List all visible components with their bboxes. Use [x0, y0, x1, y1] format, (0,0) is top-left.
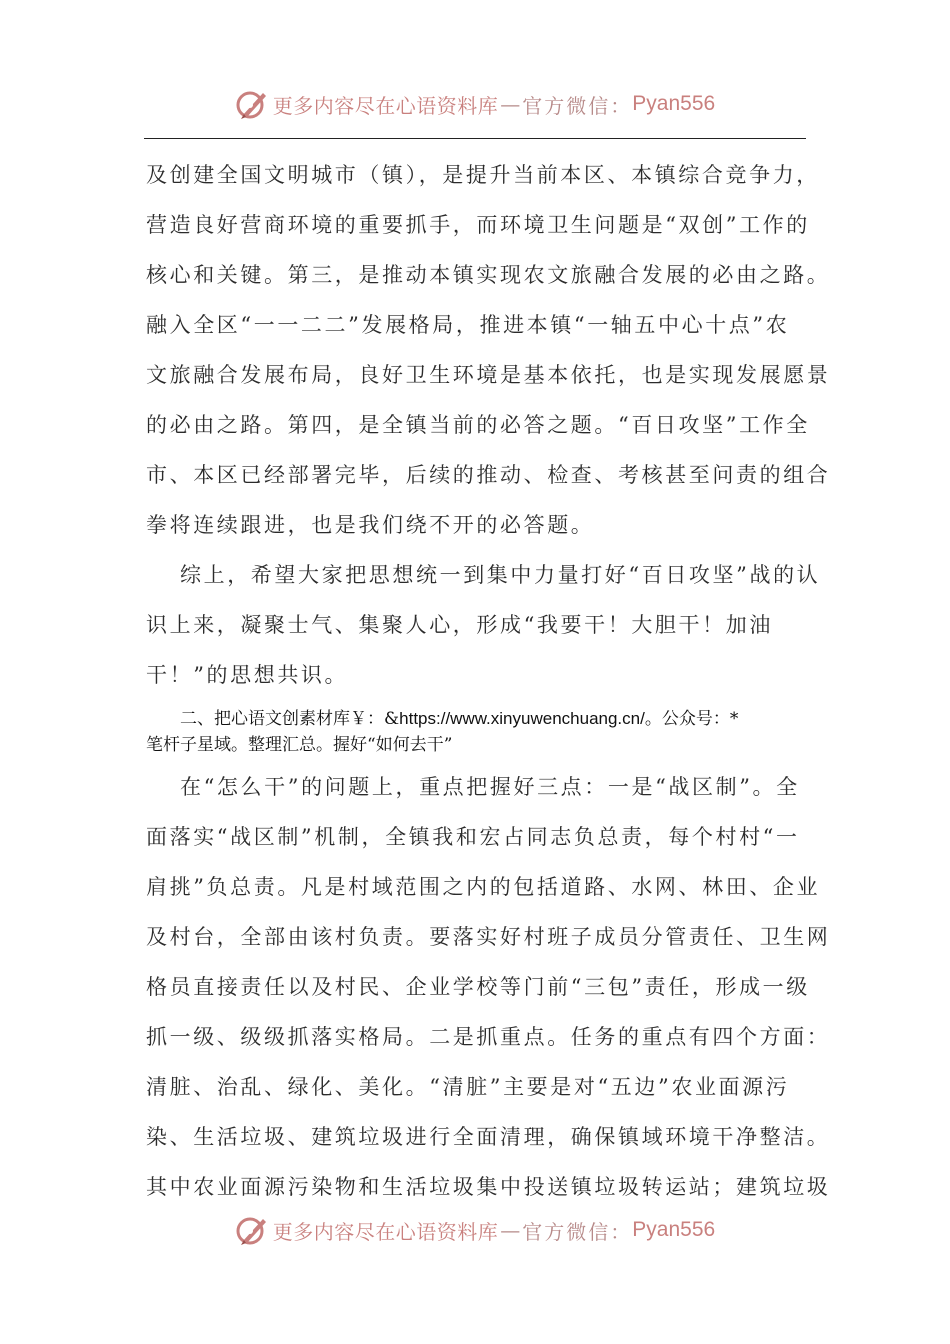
footer-banner: [0, 1208, 950, 1252]
paragraph-3: [146, 762, 831, 1212]
heading-url: https://www.xinyuwenchuang.cn/: [399, 709, 645, 728]
text-line: 文旅融合发展布局，良好卫生环境是基本依托，也是实现发展愿景: [146, 363, 831, 387]
pen-logo-icon: [235, 1213, 269, 1247]
paragraph-1: [146, 150, 831, 550]
header-rule: [144, 138, 806, 139]
banner-wechat-id: Pyan556: [632, 1218, 716, 1241]
banner-site-text: 更多内容尽在心语资料库: [272, 93, 499, 118]
text-line: 及村台，全部由该村负责。要落实好村班子成员分管责任、卫生网: [146, 925, 831, 949]
text-line: 干！”的思想共识。: [146, 663, 349, 687]
document-body: [146, 150, 831, 1212]
heading-line-2: 笔杆子星域。整理汇总。握好“如何去干”: [146, 735, 453, 755]
text-line: 识上来，凝聚士气、集聚人心，形成“我要干！大胆干！加油: [146, 613, 773, 637]
text-line: 清脏、治乱、绿化、美化。“清脏”主要是对“五边”农业面源污: [146, 1075, 790, 1099]
text-line: 融入全区“一一二二”发展格局，推进本镇“一轴五中心十点”农: [146, 313, 790, 337]
text-line: 抓一级、级级抓落实格局。二是抓重点。任务的重点有四个方面：: [146, 1025, 831, 1049]
heading-line-1: [146, 706, 806, 732]
paragraph-2: [146, 550, 821, 700]
text-line: 及创建全国文明城市（镇），是提升当前本区、本镇综合竞争力，: [146, 163, 820, 187]
text-line: 染、生活垃圾、建筑垃圾进行全面清理，确保镇域环境干净整洁。: [146, 1125, 831, 1149]
banner-dash: —: [500, 92, 521, 116]
text-line: 营造良好营商环境的重要抓手，而环境卫生问题是“双创”工作的: [146, 213, 810, 237]
text-line: 拳将连续跟进，也是我们绕不开的必答题。: [146, 513, 595, 537]
section-heading: [146, 706, 806, 758]
text-line: 综上，希望大家把思想统一到集中力量打好“百日攻坚”战的认: [180, 563, 821, 587]
banner-label: 官方微信：: [522, 93, 633, 118]
banner-dash: —: [500, 1218, 521, 1242]
banner-label: 官方微信：: [522, 1219, 633, 1244]
banner-site-text: 更多内容尽在心语资料库: [272, 1219, 499, 1244]
text-line: 格员直接责任以及村民、企业学校等门前“三包”责任，形成一级: [146, 975, 810, 999]
header-banner: [0, 82, 950, 126]
heading-prefix: 二、把心语文创素材库￥：&: [180, 709, 400, 729]
text-line: 在“怎么干”的问题上，重点把握好三点：一是“战区制”。全: [180, 775, 800, 799]
text-line: 的必由之路。第四，是全镇当前的必答之题。“百日攻坚”工作全: [146, 413, 810, 437]
text-line: 核心和关键。第三，是推动本镇实现农文旅融合发展的必由之路。: [146, 263, 831, 287]
text-line: 面落实“战区制”机制，全镇我和宏占同志负总责，每个村村“一: [146, 825, 800, 849]
banner-wechat-id: Pyan556: [632, 92, 716, 115]
text-line: 市、本区已经部署完毕，后续的推动、检查、考核甚至问责的组合: [146, 463, 831, 487]
text-line: 其中农业面源污染物和生活垃圾集中投送镇垃圾转运站；建筑垃圾: [146, 1175, 831, 1199]
pen-logo-icon: [235, 87, 269, 121]
heading-suffix: 。公众号：*: [644, 709, 739, 729]
text-line: 肩挑”负总责。凡是村域范围之内的包括道路、水网、林田、企业: [146, 875, 821, 899]
